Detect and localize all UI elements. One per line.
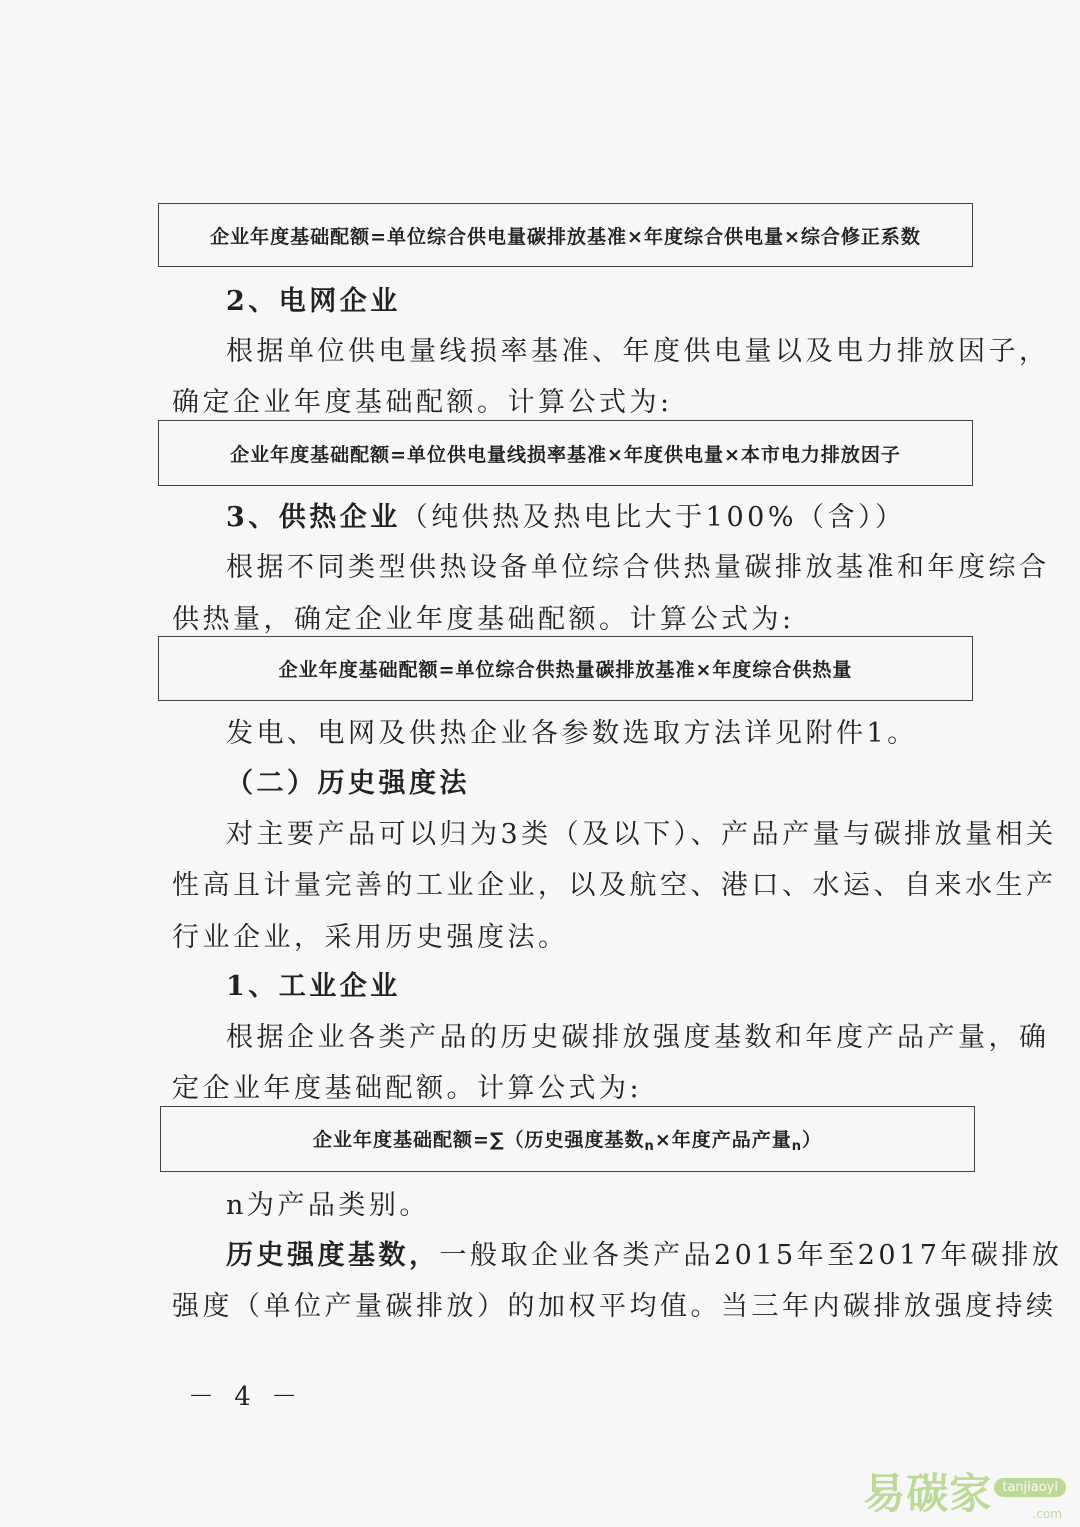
formula-power-generation: 企业年度基础配额=单位综合供电量碳排放基准×年度综合供电量×综合修正系数 bbox=[210, 225, 921, 248]
watermark-text: 易碳家 bbox=[863, 1469, 993, 1518]
note-attachment: 发电、电网及供热企业各参数选取方法详见附件1。 bbox=[226, 718, 918, 749]
heading-industrial-enterprise: 1、工业企业 bbox=[226, 971, 401, 1002]
paragraph-industrial-line2: 定企业年度基础配额。计算公式为: bbox=[172, 1073, 643, 1104]
formula-heat: 企业年度基础配额=单位综合供热量碳排放基准×年度综合供热量 bbox=[278, 659, 853, 681]
paragraph-term-line2: 强度（单位产量碳排放）的加权平均值。当三年内碳排放强度持续 bbox=[172, 1291, 1057, 1322]
formula-industrial-part1: 企业年度基础配额=∑（历史强度基数 bbox=[312, 1128, 645, 1151]
paragraph-heat-line1: 根据不同类型供热设备单位综合供热量碳排放基准和年度综合 bbox=[226, 552, 1050, 583]
heading-grid-enterprise: 2、电网企业 bbox=[226, 286, 401, 317]
formula-box-grid bbox=[158, 420, 973, 486]
watermark-badge: tanjiaoyi bbox=[994, 1478, 1066, 1497]
heading-historical-intensity: （二）历史强度法 bbox=[226, 768, 470, 799]
paragraph-historical-line2: 性高且计量完善的工业企业，以及航空、港口、水运、自来水生产 bbox=[172, 870, 1057, 901]
formula-industrial-part3: ） bbox=[802, 1128, 823, 1151]
formula-subscript-n: n bbox=[791, 1138, 802, 1154]
paragraph-industrial-line1: 根据企业各类产品的历史碳排放强度基数和年度产品产量，确 bbox=[226, 1022, 1050, 1053]
paragraph-grid-line1: 根据单位供电量线损率基准、年度供电量以及电力排放因子， bbox=[226, 336, 1050, 367]
note-product-category: n为产品类别。 bbox=[226, 1190, 430, 1221]
formula-box-heat bbox=[158, 636, 973, 701]
term-definition: 一般取企业各类产品2015年至2017年碳排放 bbox=[439, 1240, 1063, 1271]
formula-industrial-part2: ×年度产品产量 bbox=[654, 1128, 792, 1151]
formula-industrial bbox=[313, 1125, 822, 1154]
page-number: － 4 － bbox=[188, 1382, 304, 1412]
formula-subscript-n: n bbox=[644, 1138, 655, 1154]
watermark-logo bbox=[863, 1461, 1066, 1521]
heading-heat-enterprise-row bbox=[226, 498, 906, 538]
paragraph-historical-line3: 行业企业，采用历史强度法。 bbox=[172, 922, 569, 953]
paragraph-historical-line1: 对主要产品可以归为3类（及以下）、产品产量与碳排放量相关 bbox=[226, 819, 1057, 850]
paragraph-grid-line2: 确定企业年度基础配额。计算公式为: bbox=[172, 387, 673, 418]
paragraph-term-row bbox=[226, 1236, 1062, 1276]
formula-grid: 企业年度基础配额=单位供电量线损率基准×年度供电量×本市电力排放因子 bbox=[230, 443, 901, 466]
watermark-domain: .com bbox=[1032, 1507, 1062, 1521]
formula-box-industrial bbox=[160, 1106, 975, 1172]
heading-heat-enterprise: 3、供热企业 bbox=[226, 502, 401, 533]
formula-box-power bbox=[158, 203, 973, 267]
term-historical-intensity-base: 历史强度基数， bbox=[226, 1240, 440, 1271]
paragraph-heat-line2: 供热量，确定企业年度基础配额。计算公式为: bbox=[172, 604, 795, 635]
heading-heat-enterprise-note: （纯供热及热电比大于100%（含）） bbox=[400, 502, 906, 533]
